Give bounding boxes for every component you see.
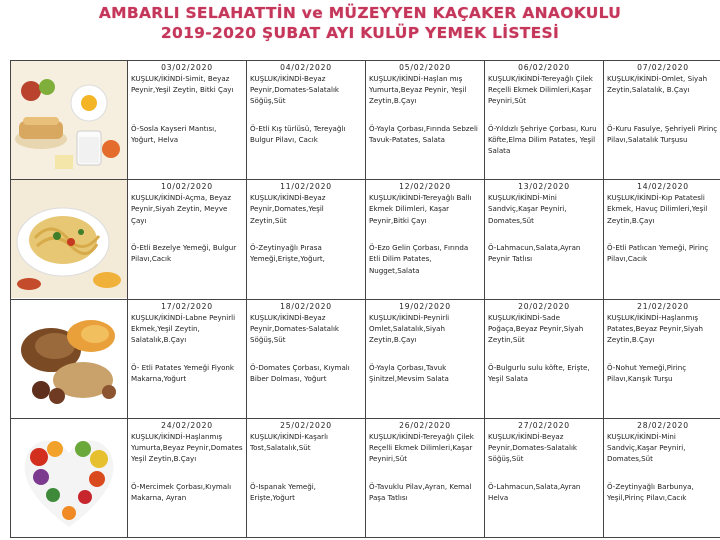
day-date: 05/02/2020 — [399, 63, 451, 72]
day-cell — [485, 61, 604, 180]
snack-menu: KUŞLUK/İKİNDİ-Labne Peynirli Ekmek,Yeşil Zeytin, Salatalık,B.Çayı — [131, 312, 236, 344]
day-date: 11/02/2020 — [280, 182, 332, 192]
day-cell — [366, 299, 485, 418]
breakfast-image — [11, 61, 127, 179]
day-date: 03/02/2020 — [161, 63, 213, 72]
snack-menu: KUŞLUK/İKİNDİ-Haşlanmış Yumurta,Beyaz Peynir,Domates Yeşil Zeytin,B.Çayı — [131, 431, 243, 464]
menu-title: 2019-2020 ŞUBAT AYI KULÜP YEMEK LİSTESİ — [160, 24, 560, 42]
day-date: 12/02/2020 — [399, 182, 451, 192]
day-cell — [247, 180, 366, 299]
day-date: 27/02/2020 — [518, 420, 570, 430]
week-row — [11, 180, 720, 299]
day-date: 17/02/2020 — [161, 301, 213, 311]
day-date: 14/02/2020 — [637, 182, 689, 192]
lunch-menu: Ö-Yıldızlı Şehriye Çorbası, Kuru Köfte,Elma Dilim Patates, Yeşil Salata — [488, 124, 597, 156]
vegetable-heart-image — [11, 419, 127, 537]
day-cell — [604, 61, 720, 180]
day-date: 25/02/2020 — [280, 420, 332, 430]
day-date: 13/02/2020 — [518, 182, 570, 192]
day-cell — [485, 299, 604, 418]
day-cell — [128, 299, 247, 418]
day-date: 28/02/2020 — [637, 420, 689, 430]
snack-menu: KUŞLUK/İKİNDİ-Mini Sandviç,Kaşar Peyniri, Domates,Süt — [607, 431, 686, 464]
lunch-menu: Ö-Zeytinyağlı Pırasa Yemeği,Erişte,Yoğurt, — [250, 243, 325, 264]
snack-menu: KUŞLUK/İKİNDİ-Kaşarlı Tost,Salatalık,Süt — [250, 431, 329, 452]
pasta-image — [11, 180, 127, 298]
week-image-cell — [11, 418, 128, 537]
lunch-menu: Ö-Mercimek Çorbası,Kıymalı Makarna, Ayran — [131, 481, 232, 502]
day-date: 20/02/2020 — [518, 301, 570, 311]
day-date: 18/02/2020 — [280, 301, 332, 311]
day-cell — [485, 418, 604, 537]
lunch-menu: Ö-Sosla Kayseri Mantısı, Yoğurt, Helva — [131, 124, 217, 145]
lunch-menu: Ö-Yayla Çorbası,Tavuk Şinitzel,Mevsim Salata — [369, 362, 449, 383]
snack-menu: KUŞLUK/İKİNDİ-Peynirli Omlet,Salatalık,Siyah Zeytin,B.Çayı — [369, 312, 450, 344]
lunch-menu: Ö-Nohut Yemeği,Pirinç Pilavı,Karışık Turşu — [607, 362, 687, 383]
snack-menu: KUŞLUK/İKİNDİ-Kıp Patatesli Ekmek, Havuç Dilimleri,Yeşil Zeytin,B.Çayı — [607, 193, 708, 225]
day-cell — [485, 180, 604, 299]
dried-fruit-image — [11, 300, 127, 418]
week-row — [11, 418, 720, 537]
lunch-menu: Ö- Etli Patates Yemeği Fiyonk Makarna,Yoğurt — [131, 362, 235, 383]
lunch-menu: Ö-Etli Patlıcan Yemeği, Pirinç Pilavı,Cacık — [607, 243, 709, 264]
day-date: 04/02/2020 — [280, 63, 332, 72]
lunch-menu: Ö-Kuru Fasulye, Şehriyeli Pirinç Pilavı,Salatalık Turşusu — [607, 124, 718, 145]
snack-menu: KUŞLUK/İKİNDİ-Sade Poğaça,Beyaz Peynir,Siyah Zeytin,Süt — [488, 312, 584, 344]
day-cell — [366, 418, 485, 537]
snack-menu: KUŞLUK/İKİNDİ-Beyaz Peynir,Domates-Salatalık Söğüş,Süt — [488, 431, 578, 464]
day-cell — [604, 418, 720, 537]
day-cell — [247, 299, 366, 418]
snack-menu: KUŞLUK/İKİNDİ-Açma, Beyaz Peynir,Siyah Zeytin, Meyve Çayı — [131, 193, 231, 225]
snack-menu: KUŞLUK/İKİNDİ-Beyaz Peynir,Domates,Yeşil Zeytin,Süt — [250, 193, 326, 225]
snack-menu: KUŞLUK/İKİNDİ-Tereyağlı Çilek Reçelli Ekmek Dilimleri,Kaşar Peyniri,Süt — [488, 74, 593, 106]
snack-menu: KUŞLUK/İKİNDİ-Haşlanmış Patates,Beyaz Peynir,Siyah Zeytin,B.Çayı — [607, 312, 704, 344]
lunch-menu: Ö-Domates Çorbası, Kıymalı Biber Dolması, Yoğurt — [250, 362, 350, 383]
snack-menu: KUŞLUK/İKİNDİ-Mini Sandviç,Kaşar Peyniri, Domates,Süt — [488, 193, 567, 225]
snack-menu: KUŞLUK/İKİNDİ-Omlet, Siyah Zeytin,Salatalık, B.Çayı — [607, 74, 708, 95]
day-cell — [128, 180, 247, 299]
day-cell — [128, 418, 247, 537]
day-date: 07/02/2020 — [637, 63, 689, 72]
lunch-menu: Ö-Etli Kış türlüsü, Tereyağlı Bulgur Pilavı, Cacık — [250, 124, 346, 145]
week-row — [11, 299, 720, 418]
day-cell — [366, 61, 485, 180]
day-date: 21/02/2020 — [637, 301, 689, 311]
day-date: 10/02/2020 — [161, 182, 213, 192]
snack-menu: KUŞLUK/İKİNDİ-Tereyağlı Çilek Reçelli Ekmek Dilimleri,Kaşar Peyniri,Süt — [369, 431, 474, 464]
week-image-cell — [11, 299, 128, 418]
snack-menu: KUŞLUK/İKİNDİ-Simit, Beyaz Peynir,Yeşil Zeytin, Bitki Çayı — [131, 74, 234, 95]
snack-menu: KUŞLUK/İKİNDİ-Tereyağlı Ballı Ekmek Dilimleri, Kaşar Peynir,Bitki Çayı — [369, 193, 472, 225]
lunch-menu: Ö-Ispanak Yemeği, Erişte,Yoğurt — [250, 481, 316, 502]
day-date: 06/02/2020 — [518, 63, 570, 72]
lunch-menu: Ö-Lahmacun,Salata,Ayran Helva — [488, 481, 581, 502]
week-row — [11, 61, 720, 180]
school-title: AMBARLI SELAHATTİN ve MÜZEYYEN KAÇAKER ANAOKULU — [98, 4, 622, 22]
day-date: 19/02/2020 — [399, 301, 451, 311]
week-image-cell — [11, 180, 128, 299]
day-cell — [247, 61, 366, 180]
day-date: 24/02/2020 — [161, 420, 213, 430]
lunch-menu: Ö-Zeytinyağlı Barbunya, Yeşil,Pirinç Pilavı,Cacık — [607, 481, 694, 502]
menu-table — [10, 60, 720, 538]
day-cell — [366, 180, 485, 299]
snack-menu: KUŞLUK/İKİNDİ-Haşlan mış Yumurta,Beyaz Peynir, Yeşil Zeytin,B.Çayı — [369, 74, 467, 106]
lunch-menu: Ö-Lahmacun,Salata,Ayran Peynir Tatlısı — [488, 243, 581, 264]
snack-menu: KUŞLUK/İKİNDİ-Beyaz Peynir,Domates-Salatalık Söğüş,Süt — [250, 74, 340, 106]
day-cell — [604, 299, 720, 418]
lunch-menu: Ö-Bulgurlu sulu köfte, Erişte, Yeşil Salata — [488, 362, 590, 383]
day-cell — [128, 61, 247, 180]
day-cell — [604, 180, 720, 299]
day-date: 26/02/2020 — [399, 420, 451, 430]
lunch-menu: Ö-Etli Bezelye Yemeği, Bulgur Pilavı,Cacık — [131, 243, 237, 264]
day-cell — [247, 418, 366, 537]
week-image-cell — [11, 61, 128, 180]
lunch-menu: Ö-Tavuklu Pilav,Ayran, Kemal Paşa Tatlısı — [369, 481, 472, 502]
lunch-menu: Ö-Ezo Gelin Çorbası, Fırında Etli Dilim Patates, Nugget,Salata — [369, 243, 469, 275]
lunch-menu: Ö-Yayla Çorbası,Fırında Sebzeli Tavuk-Patates, Salata — [369, 124, 478, 145]
snack-menu: KUŞLUK/İKİNDİ-Beyaz Peynir,Domates-Salatalık Söğüş,Süt — [250, 312, 340, 344]
